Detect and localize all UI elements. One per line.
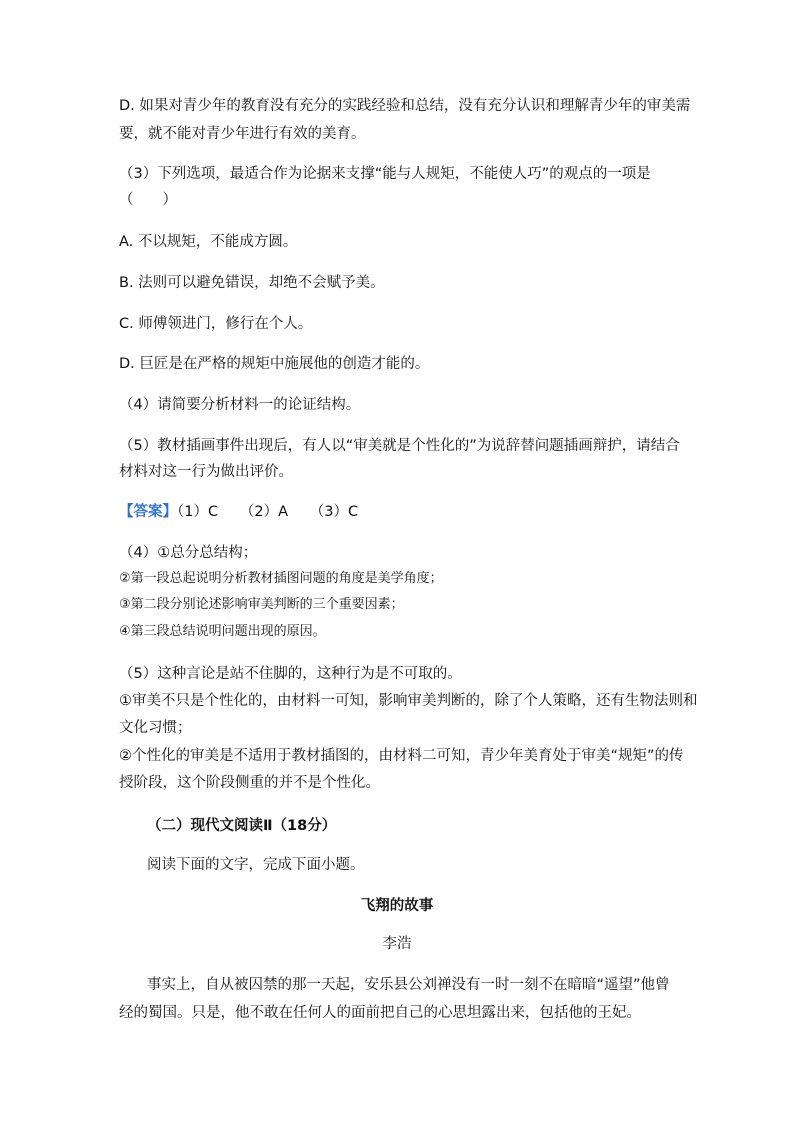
q3-option-a: A. 不以规矩，不能成方圆。 <box>119 234 298 250</box>
q3-stem: （3）下列选项，最适合作为论据来支撑“能与人规矩，不能使人巧”的观点的一项是 <box>119 166 651 182</box>
section2-heading: （二）现代文阅读Ⅱ（18分） <box>147 818 337 834</box>
answer5-line1: （5）这种言论是站不住脚的，这种行为是不可取的。 <box>119 666 462 682</box>
answer4-line3: ③第二段分别论述影响审美判断的三个重要因素； <box>119 597 404 612</box>
answer-choices: （1）C （2）A （3）C <box>177 504 359 520</box>
section2-instruction: 阅读下面的文字，完成下面小题。 <box>147 857 365 873</box>
answer-line <box>119 502 679 522</box>
q5-line2: 材料对这一行为做出评价。 <box>119 464 293 480</box>
q3-option-d: D. 巨匠是在严格的规矩中施展他的创造才能的。 <box>119 356 430 372</box>
answer-tag: 【答案】 <box>119 504 177 520</box>
story-para1-line1: 事实上，自从被囚禁的那一天起，安乐县公刘禅没有一时一刻不在暗暗“遥望”他曾 <box>147 977 670 993</box>
answer5-line3: 文化习惯； <box>119 720 192 736</box>
answer5-line4: ②个性化的审美是不适用于教材插图的，由材料二可知，青少年美育处于审美“规矩”的传 <box>119 748 684 764</box>
answer5-line5: 授阶段，这个阶段侧重的并不是个性化。 <box>119 775 380 791</box>
q2-option-d-line1: D. 如果对青少年的教育没有充分的实践经验和总结，没有充分认识和理解青少年的审美需 <box>119 98 691 114</box>
answer4-line4: ④第三段总结说明问题出现的原因。 <box>119 624 326 639</box>
story-para1-line2: 经的蜀国。只是，他不敢在任何人的面前把自己的心思坦露出来，包括他的王妃。 <box>119 1005 641 1021</box>
story-author: 李浩 <box>382 936 412 952</box>
q4-stem: （4）请简要分析材料一的论证结构。 <box>119 397 361 413</box>
q3-paren: （ ） <box>119 192 177 208</box>
story-title: 飞翔的故事 <box>360 898 434 914</box>
q5-line1: （5）教材插画事件出现后，有人以“审美就是个性化的”为说辞替问题插画辩护，请结合 <box>119 438 680 454</box>
q2-option-d-line2: 要，就不能对青少年进行有效的美育。 <box>119 126 366 142</box>
q3-option-b: B. 法则可以避免错误，却绝不会赋予美。 <box>119 275 385 291</box>
answer5-line2: ①审美不只是个性化的，由材料一可知，影响审美判断的，除了个人策略，还有生物法则和 <box>119 693 698 709</box>
answer4-line2: ②第一段总起说明分析教材插图问题的角度是美学角度； <box>119 571 443 586</box>
q3-option-c: C. 师傅领进门，修行在个人。 <box>119 316 313 332</box>
answer4-line1: （4）①总分总结构； <box>119 545 258 561</box>
